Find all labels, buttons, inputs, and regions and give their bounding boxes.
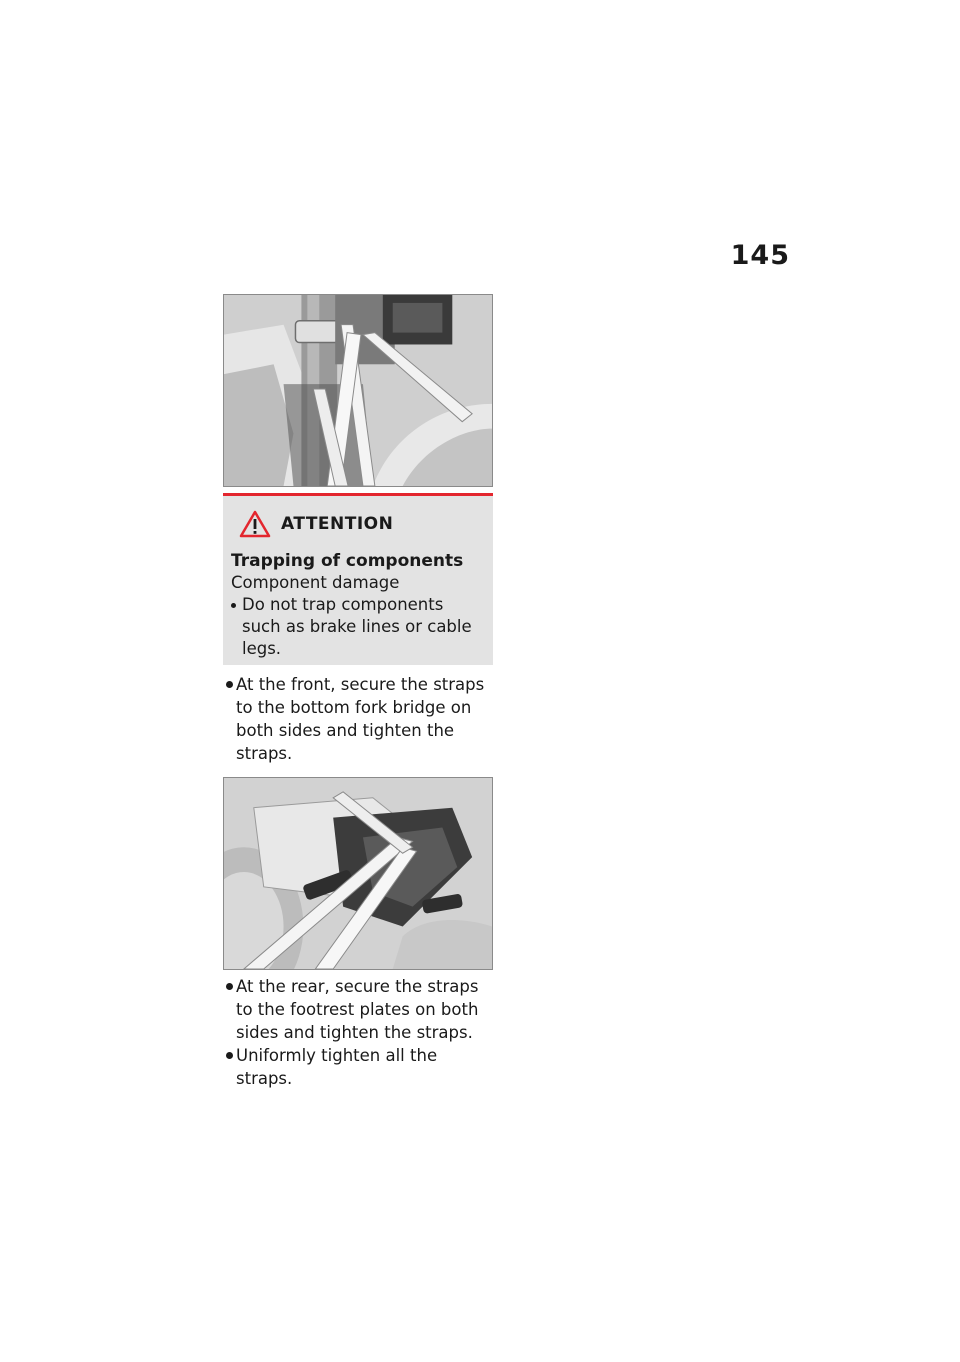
attention-header <box>239 510 485 538</box>
step-item: At the front, secure the straps to the bottom fork bridge on both sides and tighten the straps. <box>226 673 494 765</box>
attention-effect: Component damage <box>231 573 400 592</box>
attention-box <box>223 493 493 665</box>
step-item: At the rear, secure the straps to the footrest plates on both sides and tighten the straps. <box>226 975 494 1044</box>
steps-front <box>226 673 494 765</box>
attention-subject: Trapping of components <box>231 551 464 571</box>
footrest-straps-photo <box>223 777 493 970</box>
warning-triangle-icon <box>239 510 271 538</box>
page-number: 145 <box>730 240 790 271</box>
step-item: Uniformly tighten all the straps. <box>226 1044 494 1090</box>
attention-title: ATTENTION <box>281 514 394 534</box>
steps-rear <box>226 975 494 1090</box>
fork-straps-photo <box>223 294 493 487</box>
attention-bullets <box>231 594 485 660</box>
attention-bullet: Do not trap components such as brake lines or cable legs. <box>231 594 485 660</box>
